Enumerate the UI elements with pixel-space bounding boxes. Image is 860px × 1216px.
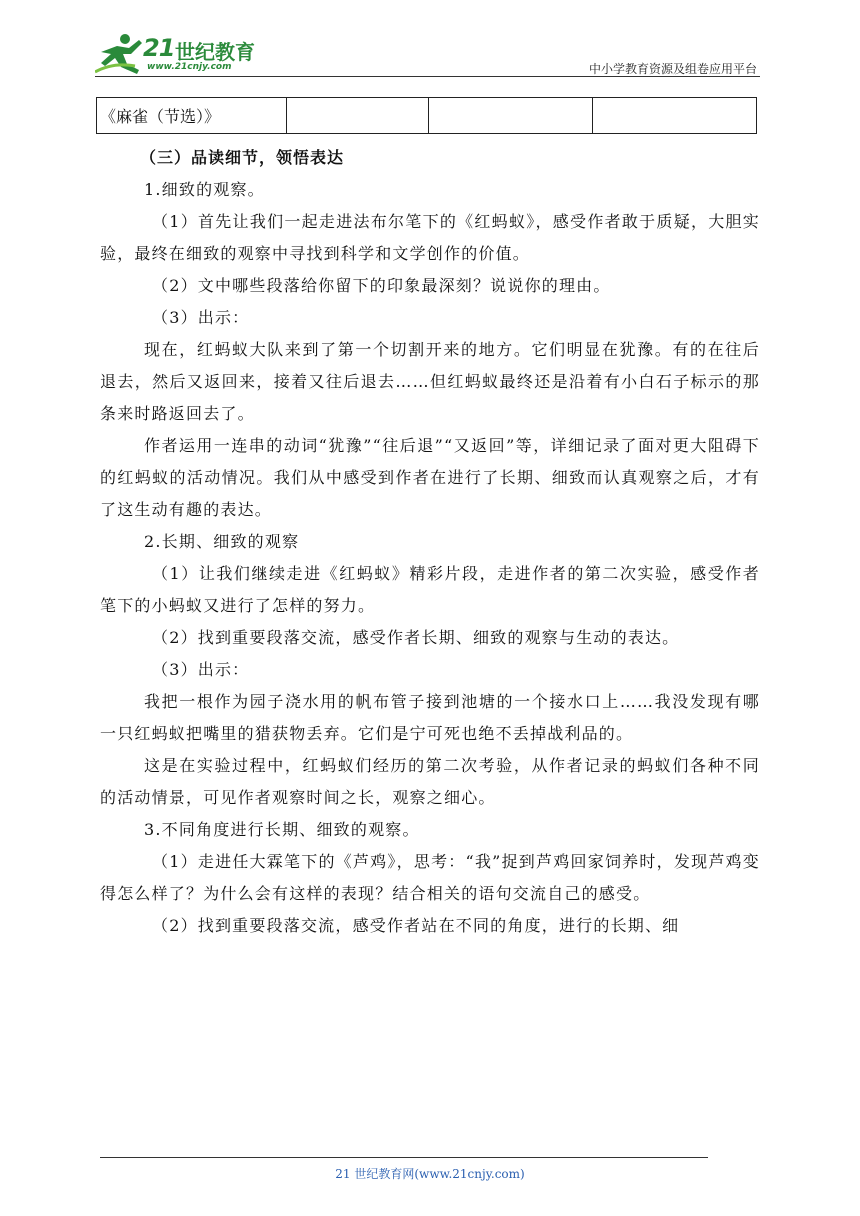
subsection-title: 1.细致的观察。 [144,180,265,199]
logo [95,32,265,76]
logo-url: www.21cnjy.com [147,62,232,72]
table-cell: 《麻雀（节选）》 [97,98,287,134]
document-body [100,142,760,942]
paragraph: （2）找到重要段落交流，感受作者长期、细致的观察与生动的表达。 [152,628,680,647]
page-footer: 21 世纪教育网(www.21cnjy.com) [335,1167,525,1181]
paragraph: （3）出示： [152,308,250,327]
header-divider [95,76,760,77]
paragraph: （2）找到重要段落交流，感受作者站在不同的角度，进行的长期、细 [152,916,680,935]
paragraph: （1）走进任大霖笔下的《芦鸡》，思考：“我”捉到芦鸡回家饲养时，发现芦鸡变得怎么样了？为什么会有这样的表现？结合相关的语句交流自己的感受。 [100,852,760,903]
logo-number: 21 [143,34,175,62]
table-row [97,98,757,134]
quote-paragraph: 现在，红蚂蚁大队来到了第一个切割开来的地方。它们明显在犹豫。有的在往后退去，然后又返回来，接着又往后退去……但红蚂蚁最终还是沿着有小白石子标示的那条来时路返回去了。 [100,340,760,423]
paragraph: 这是在实验过程中，红蚂蚁们经历的第二次考验，从作者记录的蚂蚁们各种不同的活动情景，可见作者观察时间之长，观察之细心。 [100,756,760,807]
logo-text: 世纪教育 [175,40,255,64]
table-cell [429,98,593,134]
paragraph: （1）首先让我们一起走进法布尔笔下的《红蚂蚁》，感受作者敢于质疑，大胆实验，最终在细致的观察中寻找到科学和文学创作的价值。 [100,212,760,263]
table-cell [287,98,429,134]
paragraph: （1）让我们继续走进《红蚂蚁》精彩片段，走进作者的第二次实验，感受作者笔下的小蚂蚁又进行了怎样的努力。 [100,564,760,615]
fragment-table [96,97,757,134]
paragraph: 作者运用一连串的动词“犹豫”“往后退”“又返回”等，详细记录了面对更大阻碍下的红蚂蚁的活动情况。我们从中感受到作者在进行了长期、细致而认真观察之后，才有了这生动有趣的表达。 [100,436,760,519]
table-cell [593,98,757,134]
runner-logo-icon [95,32,145,76]
page-header [95,32,760,80]
platform-name: 中小学教育资源及组卷应用平台 [588,62,757,76]
subsection-title: 2.长期、细致的观察 [144,532,300,551]
paragraph: （3）出示： [152,660,250,679]
section-heading: （三）品读细节，领悟表达 [140,148,345,167]
quote-paragraph: 我把一根作为园子浇水用的帆布管子接到池塘的一个接水口上……我没发现有哪一只红蚂蚁把嘴里的猎获物丢弃。它们是宁可死也绝不丢掉战利品的。 [100,692,760,743]
paragraph: （2）文中哪些段落给你留下的印象最深刻？说说你的理由。 [152,276,611,295]
subsection-title: 3.不同角度进行长期、细致的观察。 [144,820,420,839]
footer-divider [100,1157,708,1158]
